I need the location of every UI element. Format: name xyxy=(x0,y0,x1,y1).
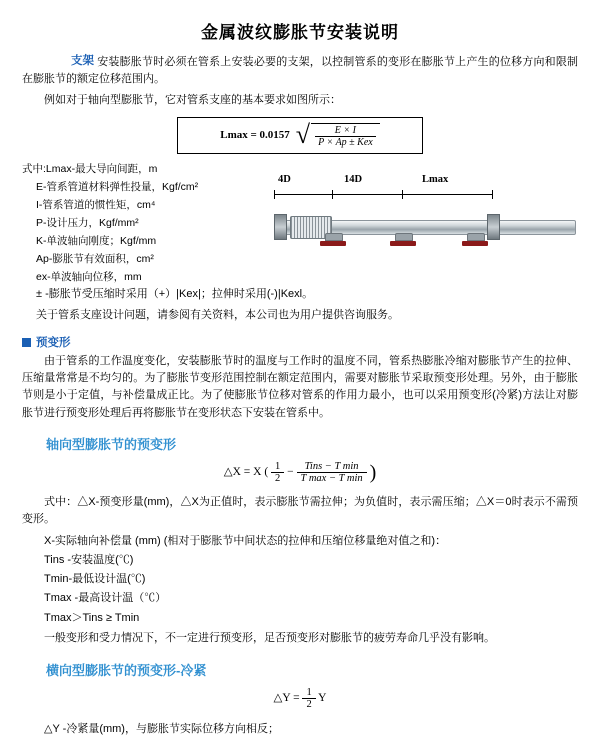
blue-square-icon xyxy=(22,338,31,347)
diagram-dimension-lines xyxy=(272,190,578,200)
predeform-note: 一般变形和受力情况下，不一定进行预变形，足否预变形对膨胀节的疲劳寿命几乎没有影响。 xyxy=(44,631,495,644)
predeform-section-heading: 预变形 xyxy=(22,334,578,350)
formula-lmax-numerator: E × I xyxy=(315,125,376,137)
diagram-pipe-assembly xyxy=(272,204,578,260)
list-item: 式中:Lmax-最大导向间距，m xyxy=(22,162,158,175)
list-item: Tmax＞Tins ≥ Tmin xyxy=(44,611,140,624)
pipe-support-2 xyxy=(390,233,416,246)
list-item: ex-单波轴向位移，mm xyxy=(36,271,142,284)
anchor-left xyxy=(274,214,287,240)
list-item: Tmin-最低设计温(℃) xyxy=(44,573,146,586)
anchor-right xyxy=(487,214,500,240)
diagram-label-lmax: Lmax xyxy=(422,173,449,185)
formula-delta-y-rhs: Y xyxy=(318,691,327,704)
predeform-explanation: 式中：△X-预变形量(mm)，△X为正值时，表示膨胀节需拉伸；为负值时，表示需压缩；△X＝0时表示不需预变形。 xyxy=(22,495,578,525)
pipe-support-3 xyxy=(462,233,488,246)
list-item: E-管系管道材料弹性投量，Kgf/cm² xyxy=(36,181,199,193)
formula-delta-x-rhs: ) xyxy=(369,461,377,484)
list-item: Tins -安装温度(℃) xyxy=(44,553,134,566)
predeform-intro-text: 由于管系的工作温度变化，安装膨胀节时的温度与工作时的温度不同，管系热膨胀冷缩对膨胀节产生的拉伸、压缩量常常是不均匀的。为了膨胀节变形范围控制在额定范围内，需要对膨胀节采取预变形处理。另外，由于膨胀节则是小于定值，与补偿量成正比。为了使膨胀节位移对管系的作用力最小，也可以采用预变形(冷紧)方法让对膨胀节进行预变形处理后再将膨胀节在变形状态下安装在管系中。 xyxy=(22,355,578,419)
support-example-text: 例如对于轴向型膨胀节，它对管系支座的基本要求如图所示： xyxy=(44,93,341,106)
formula-lmax-radical xyxy=(295,119,380,149)
list-item: I-管系管道的惯性矩，cm⁴ xyxy=(36,199,156,212)
formula-delta-x-half: $\frac{1}{2}$ xyxy=(271,461,284,484)
formula-lmax xyxy=(177,117,423,154)
formula-delta-y-lhs: △Y = xyxy=(273,691,300,704)
list-item: X-实际轴向补偿量 (mm) (相对于膨胀节中间状态的拉伸和压缩位移量绝对值之和)： xyxy=(44,534,447,547)
support-section-intro xyxy=(22,53,578,88)
support-section-heading: 支架 xyxy=(71,55,94,67)
variable-note-consult: 关于管系支座设计问题，请参阅有关资料，本公司也为用户提供咨询服务。 xyxy=(36,309,399,322)
diagram-label-4d: 4D xyxy=(278,173,291,185)
axial-predeform-subheading: 轴向型膨胀节的预变形 xyxy=(46,436,177,452)
list-item: Tmax -最高设计温（℃） xyxy=(44,592,167,605)
variable-note-plus-minus: ± -膨胀节受压缩时采用（+）|Kex|；拉伸时采用(-)|Kexl。 xyxy=(36,288,314,301)
formula-delta-x-ratio: $\frac{\text{Tins − T min}}{\text{T max − T min}}$ xyxy=(297,461,367,484)
page-title: 金属波纹膨胀节安装说明 xyxy=(201,23,399,42)
variable-definitions xyxy=(22,160,272,286)
lateral-predeform-tail: △Y -冷紧量(mm)，与膨胀节实际位移方向相反； xyxy=(44,722,279,735)
formula-delta-x-lhs: △X = X ( xyxy=(223,465,269,478)
formula-lmax-denominator: P × Ap ± Kex xyxy=(318,136,373,148)
pipe-support-1 xyxy=(320,233,346,246)
diagram-dimension-labels xyxy=(272,174,578,190)
list-item: K-单波轴向刚度；Kgf/mm xyxy=(36,235,157,248)
formula-delta-x-minus: − xyxy=(287,465,294,478)
formula-delta-y xyxy=(22,687,578,710)
formula-delta-y-half: $\frac{1}{2}$ xyxy=(302,687,315,710)
support-intro-text: 安装膨胀节时必须在管系上安装必要的支架，以控制管系的变形在膨胀节上产生的位移方向和限制在膨胀节的额定位移范围内。 xyxy=(22,55,578,85)
expansion-joint-diagram xyxy=(272,160,578,260)
diagram-label-14d: 14D xyxy=(344,173,363,185)
formula-delta-x xyxy=(22,461,578,484)
formula-lmax-label: Lmax = 0.0157 xyxy=(220,129,290,142)
lateral-predeform-subheading: 横向型膨胀节的预变形-冷紧 xyxy=(46,662,207,678)
radical-icon: √ xyxy=(295,119,311,149)
list-item: P-设计压力，Kgf/mm² xyxy=(36,217,139,230)
list-item: Ap-膨胀节有效面积，cm² xyxy=(36,253,154,266)
variables-and-figure xyxy=(22,160,578,286)
